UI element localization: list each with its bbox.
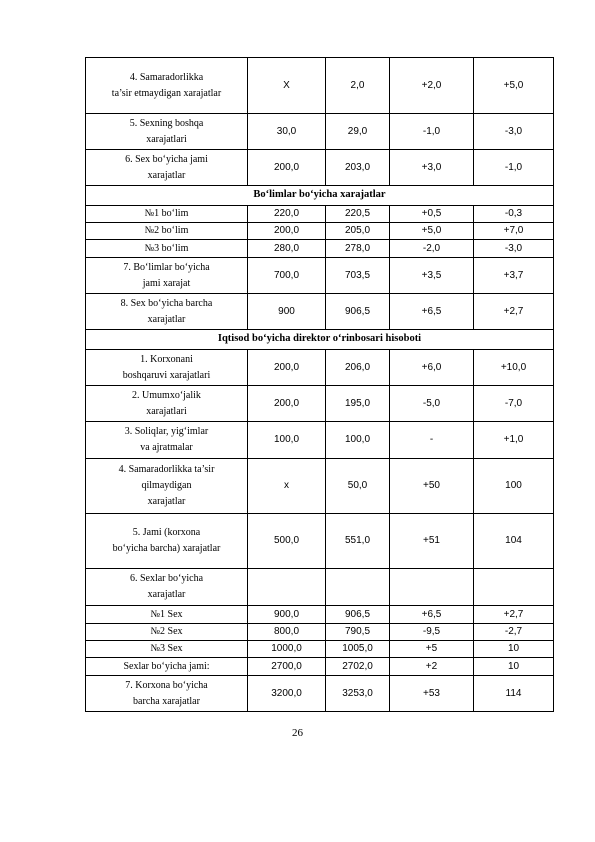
row-label-line: №2 bo‘lim bbox=[144, 225, 189, 236]
value-cell: -3,0 bbox=[474, 240, 554, 258]
row-label bbox=[86, 606, 248, 624]
value-cell: 2,0 bbox=[326, 58, 390, 114]
value-cell: 2702,0 bbox=[326, 658, 390, 676]
value-cell: 2700,0 bbox=[248, 658, 326, 676]
value-cell: 800,0 bbox=[248, 624, 326, 641]
value-cell: +7,0 bbox=[474, 223, 554, 240]
row-label-line: 3. Soliqlar, yig‘imlar bbox=[124, 426, 209, 437]
value-cell: 906,5 bbox=[326, 606, 390, 624]
row-label-line: №3 Sex bbox=[150, 643, 183, 654]
table-row bbox=[86, 223, 554, 240]
table-row bbox=[86, 58, 554, 114]
value-cell: 100,0 bbox=[326, 422, 390, 459]
row-label-line: 7. Korxona bo‘yicha bbox=[125, 679, 208, 691]
row-label bbox=[86, 150, 248, 186]
table-body bbox=[86, 58, 554, 712]
row-label-line: №2 Sex bbox=[150, 626, 183, 637]
row-label bbox=[86, 641, 248, 658]
value-cell: 104 bbox=[474, 514, 554, 569]
row-label-line: boshqaruvi xarajatlari bbox=[122, 369, 211, 381]
row-label-line: Sexlar bo‘yicha jami: bbox=[123, 660, 210, 672]
value-cell: +51 bbox=[390, 514, 474, 569]
value-cell: x bbox=[248, 459, 326, 514]
value-cell: 703,5 bbox=[326, 258, 390, 294]
value-cell: -2,7 bbox=[474, 624, 554, 641]
value-cell: 551,0 bbox=[326, 514, 390, 569]
row-label-line: 1. Korxonani bbox=[140, 353, 193, 365]
table-row bbox=[86, 658, 554, 676]
value-cell: +2,7 bbox=[474, 294, 554, 330]
row-label-line: №1 bo‘lim bbox=[144, 208, 189, 219]
row-label-line: xarajatlar bbox=[147, 313, 186, 325]
value-cell: +3,7 bbox=[474, 258, 554, 294]
value-cell: 220,0 bbox=[248, 206, 326, 223]
row-label bbox=[86, 569, 248, 606]
value-cell: +6,5 bbox=[390, 294, 474, 330]
value-cell: +3,5 bbox=[390, 258, 474, 294]
value-cell: 195,0 bbox=[326, 386, 390, 422]
value-cell: +5,0 bbox=[474, 58, 554, 114]
value-cell: 114 bbox=[474, 676, 554, 712]
value-cell: -9,5 bbox=[390, 624, 474, 641]
row-label bbox=[86, 294, 248, 330]
value-cell: 500,0 bbox=[248, 514, 326, 569]
table-row bbox=[86, 350, 554, 386]
row-label bbox=[86, 459, 248, 514]
row-label-line: 4. Samaradorlikka ta’sir bbox=[118, 464, 215, 475]
table-row bbox=[86, 459, 554, 514]
value-cell: -7,0 bbox=[474, 386, 554, 422]
value-cell: 200,0 bbox=[248, 150, 326, 186]
value-cell: 10 bbox=[474, 641, 554, 658]
value-cell: +2,7 bbox=[474, 606, 554, 624]
table-row bbox=[86, 206, 554, 223]
value-cell: 906,5 bbox=[326, 294, 390, 330]
row-label bbox=[86, 206, 248, 223]
row-label bbox=[86, 514, 248, 569]
value-cell: 790,5 bbox=[326, 624, 390, 641]
row-label-line: №1 Sex bbox=[150, 608, 183, 620]
value-cell: 278,0 bbox=[326, 240, 390, 258]
value-cell: +0,5 bbox=[390, 206, 474, 223]
value-cell: -1,0 bbox=[474, 150, 554, 186]
row-label-line: 7. Bo‘limlar bo‘yicha bbox=[123, 261, 210, 273]
value-cell: 30,0 bbox=[248, 114, 326, 150]
row-label bbox=[86, 386, 248, 422]
row-label-line: xarajatlar bbox=[147, 589, 186, 600]
row-label bbox=[86, 223, 248, 240]
value-cell: 100,0 bbox=[248, 422, 326, 459]
row-label-line: xarajatlar bbox=[147, 169, 186, 181]
value-cell: 280,0 bbox=[248, 240, 326, 258]
table-row bbox=[86, 258, 554, 294]
value-cell: +3,0 bbox=[390, 150, 474, 186]
value-cell: 700,0 bbox=[248, 258, 326, 294]
value-cell: 205,0 bbox=[326, 223, 390, 240]
section-header-row bbox=[86, 330, 554, 350]
row-label-line: 4. Samaradorlikka bbox=[129, 71, 204, 83]
row-label bbox=[86, 58, 248, 114]
value-cell: 1005,0 bbox=[326, 641, 390, 658]
table-row bbox=[86, 240, 554, 258]
table-row bbox=[86, 624, 554, 641]
row-label-line: 6. Sex bo‘yicha jami bbox=[125, 153, 208, 165]
table-row bbox=[86, 422, 554, 459]
row-label-line: xarajatlari bbox=[146, 133, 187, 145]
row-label-line: bo‘yicha barcha) xarajatlar bbox=[112, 543, 221, 554]
section-header-row bbox=[86, 186, 554, 206]
row-label-line: qilmaydigan bbox=[141, 480, 192, 491]
value-cell: 100 bbox=[474, 459, 554, 514]
value-cell: 206,0 bbox=[326, 350, 390, 386]
row-label-line: 8. Sex bo‘yicha barcha bbox=[120, 297, 213, 309]
value-cell: 200,0 bbox=[248, 350, 326, 386]
table-row bbox=[86, 641, 554, 658]
row-label bbox=[86, 258, 248, 294]
row-label bbox=[86, 624, 248, 641]
row-label-line: xarajatlari bbox=[146, 405, 187, 417]
table-row bbox=[86, 514, 554, 569]
table-row bbox=[86, 294, 554, 330]
value-cell: +5 bbox=[390, 641, 474, 658]
value-cell: 29,0 bbox=[326, 114, 390, 150]
value-cell bbox=[248, 569, 326, 606]
value-cell bbox=[390, 569, 474, 606]
row-label-line: 5. Sexning boshqa bbox=[129, 117, 204, 129]
value-cell: 203,0 bbox=[326, 150, 390, 186]
row-label-line: va ajratmalar bbox=[140, 442, 193, 453]
row-label bbox=[86, 658, 248, 676]
row-label bbox=[86, 350, 248, 386]
row-label bbox=[86, 422, 248, 459]
value-cell: X bbox=[248, 58, 326, 114]
value-cell: 200,0 bbox=[248, 223, 326, 240]
row-label bbox=[86, 114, 248, 150]
value-cell: 3253,0 bbox=[326, 676, 390, 712]
value-cell: - bbox=[390, 422, 474, 459]
value-cell: -5,0 bbox=[390, 386, 474, 422]
value-cell: +6,5 bbox=[390, 606, 474, 624]
row-label-line: 6. Sexlar bo‘yicha bbox=[129, 573, 204, 584]
page-number: 26 bbox=[292, 727, 303, 739]
value-cell: +2 bbox=[390, 658, 474, 676]
value-cell: +10,0 bbox=[474, 350, 554, 386]
table-row bbox=[86, 569, 554, 606]
section-title: Bo‘limlar bo‘yicha xarajatlar bbox=[86, 186, 554, 206]
value-cell bbox=[474, 569, 554, 606]
value-cell: +5,0 bbox=[390, 223, 474, 240]
value-cell: 1000,0 bbox=[248, 641, 326, 658]
value-cell: 220,5 bbox=[326, 206, 390, 223]
row-label-line: 5. Jami (korxona bbox=[132, 527, 201, 538]
row-label-line: ta’sir etmaydigan xarajatlar bbox=[111, 87, 222, 99]
row-label-line: 2. Umumxo‘jalik bbox=[132, 389, 201, 401]
row-label-line: №3 bo‘lim bbox=[144, 242, 189, 254]
table-row bbox=[86, 676, 554, 712]
value-cell: +53 bbox=[390, 676, 474, 712]
value-cell: -1,0 bbox=[390, 114, 474, 150]
value-cell: -3,0 bbox=[474, 114, 554, 150]
value-cell: +6,0 bbox=[390, 350, 474, 386]
table-row bbox=[86, 114, 554, 150]
value-cell: -2,0 bbox=[390, 240, 474, 258]
table-row bbox=[86, 150, 554, 186]
row-label bbox=[86, 240, 248, 258]
value-cell: 10 bbox=[474, 658, 554, 676]
value-cell: 900 bbox=[248, 294, 326, 330]
value-cell: +2,0 bbox=[390, 58, 474, 114]
value-cell: -0,3 bbox=[474, 206, 554, 223]
table-row bbox=[86, 386, 554, 422]
value-cell bbox=[326, 569, 390, 606]
table-row bbox=[86, 606, 554, 624]
value-cell: +50 bbox=[390, 459, 474, 514]
row-label-line: xarajatlar bbox=[147, 496, 186, 507]
expense-report-table bbox=[85, 57, 554, 712]
row-label-line: jami xarajat bbox=[142, 277, 191, 289]
value-cell: 3200,0 bbox=[248, 676, 326, 712]
row-label-line: barcha xarajatlar bbox=[133, 695, 200, 707]
section-title: Iqtisod bo‘yicha direktor o‘rinbosari hisoboti bbox=[86, 330, 554, 350]
value-cell: +1,0 bbox=[474, 422, 554, 459]
value-cell: 900,0 bbox=[248, 606, 326, 624]
value-cell: 50,0 bbox=[326, 459, 390, 514]
value-cell: 200,0 bbox=[248, 386, 326, 422]
row-label bbox=[86, 676, 248, 712]
